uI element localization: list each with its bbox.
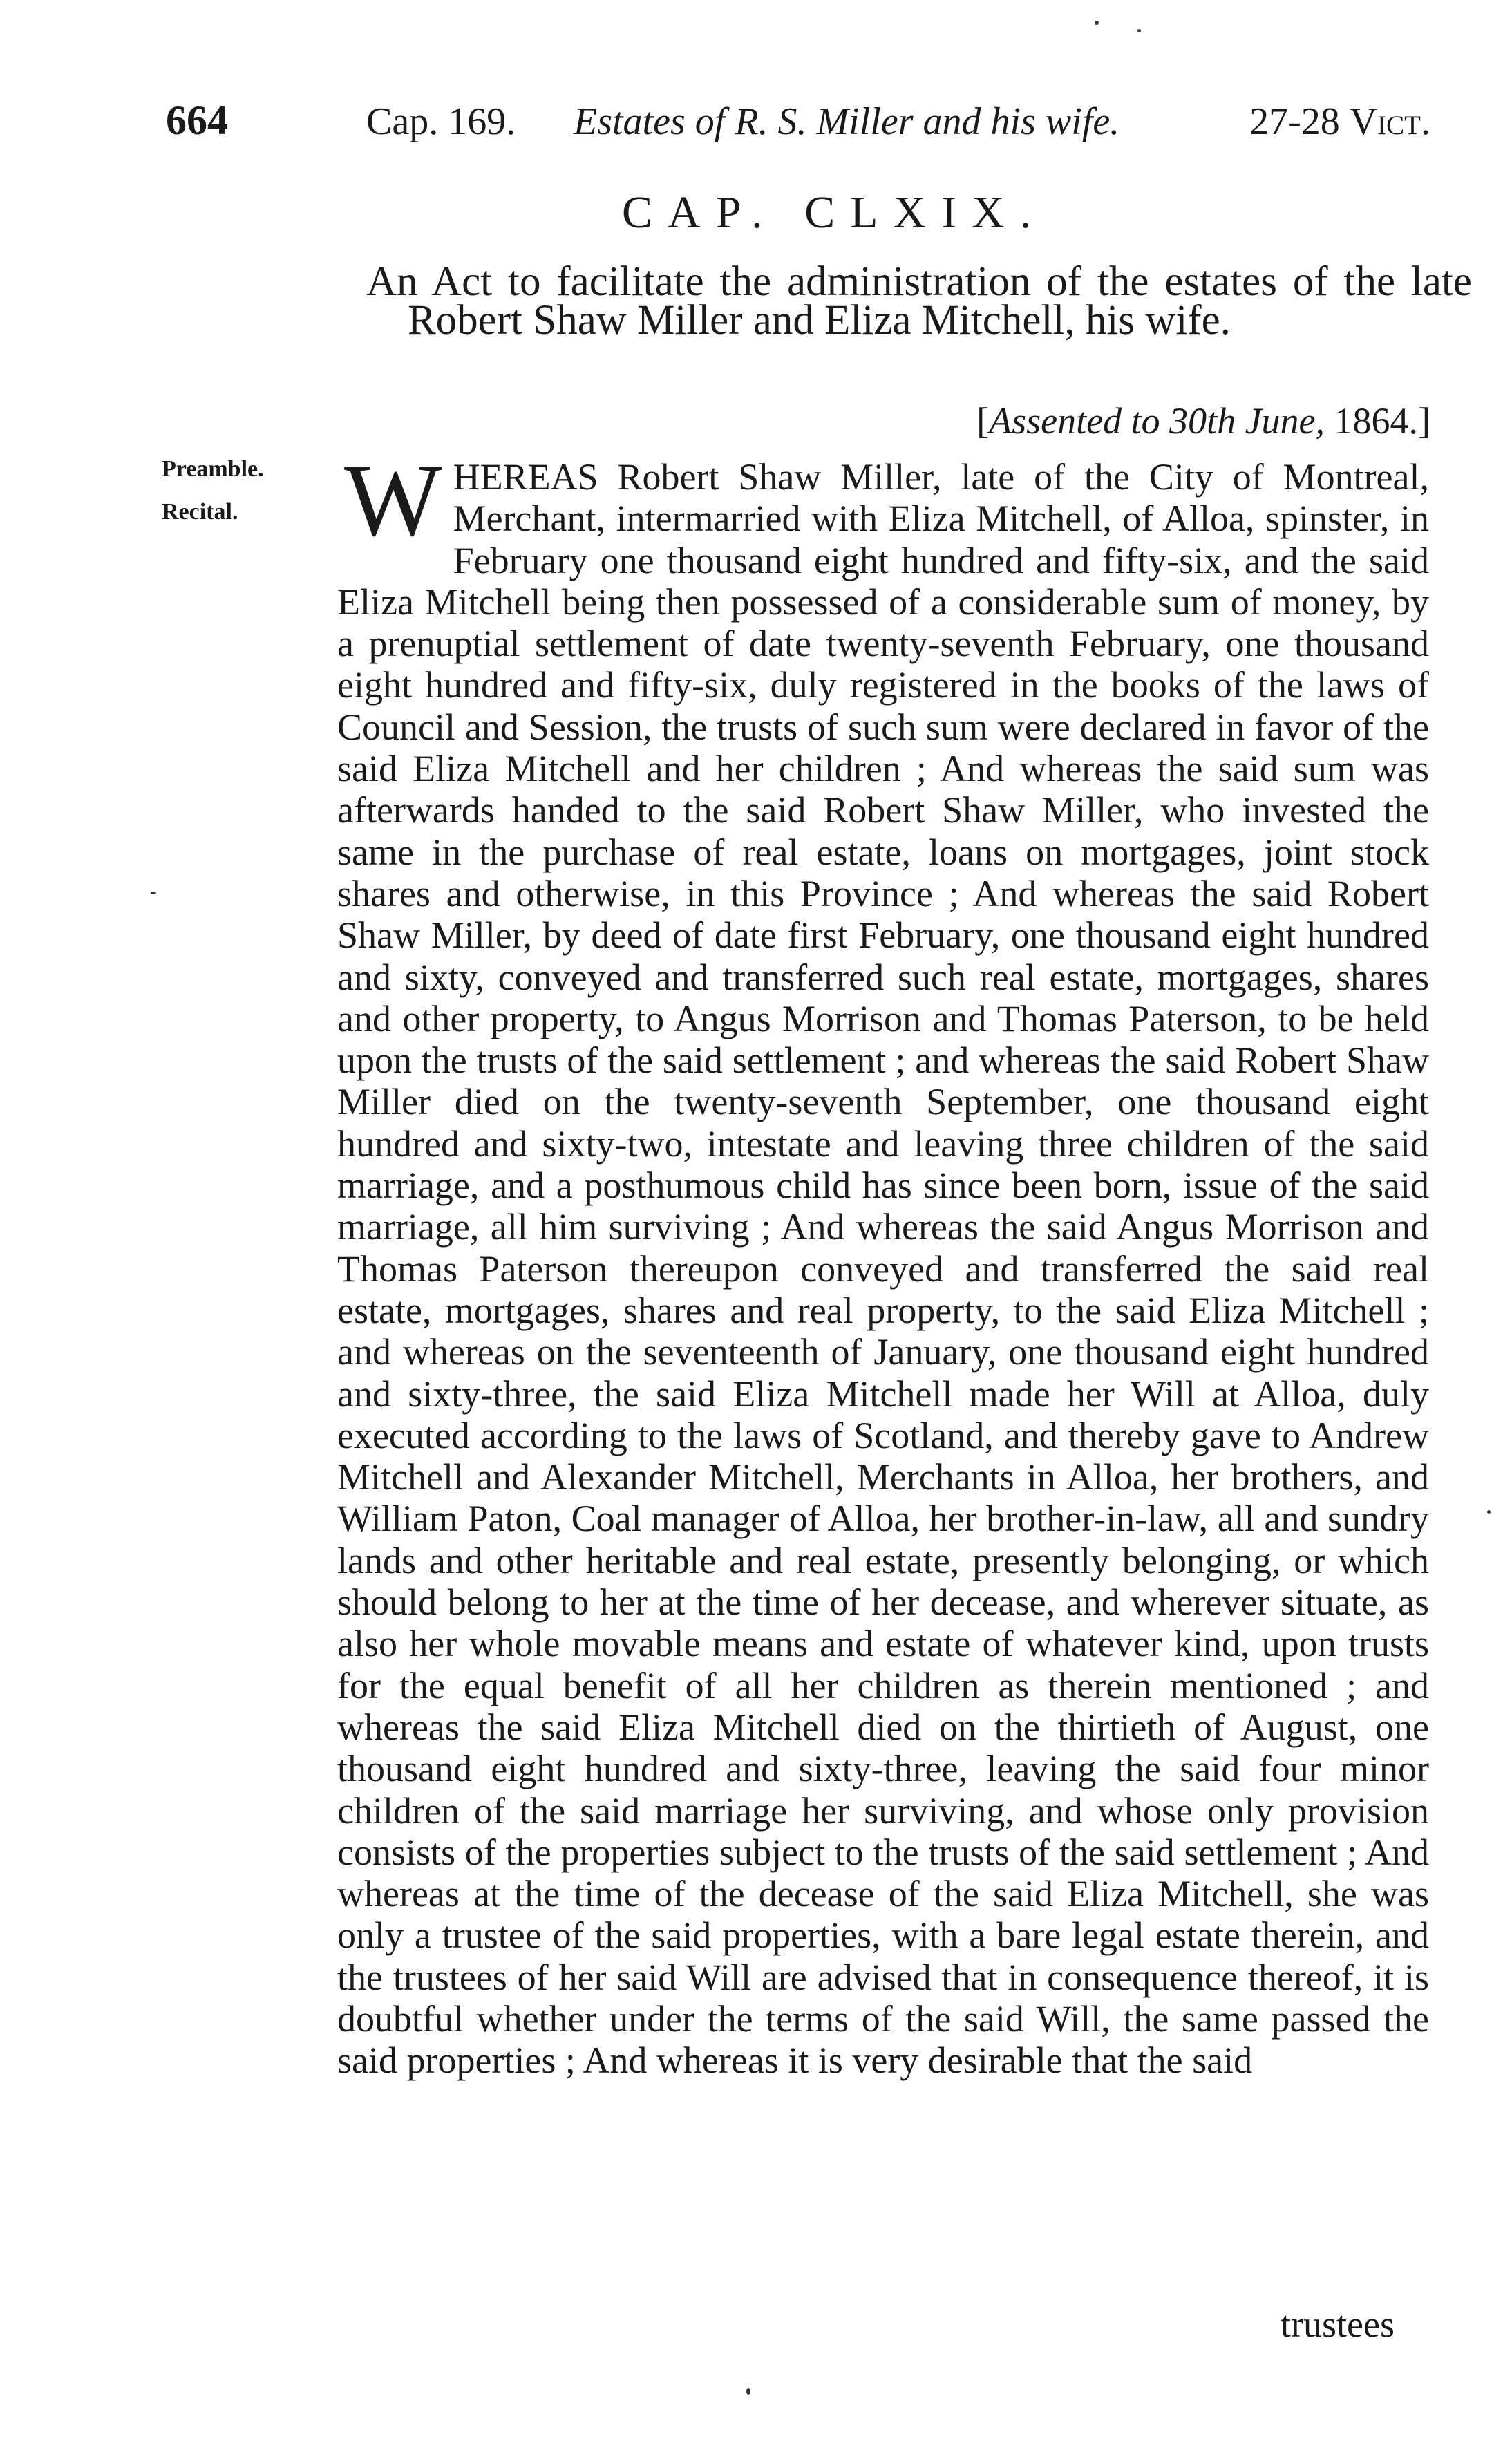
scan-speck (1137, 29, 1141, 32)
page-number: 664 (166, 97, 228, 143)
scan-speck (1487, 1510, 1491, 1514)
catchword: trustees (1281, 2304, 1395, 2345)
preamble-body (337, 443, 1429, 2082)
regnal-year (1249, 100, 1430, 144)
running-header (166, 97, 1430, 152)
scan-speck (746, 2388, 750, 2395)
regnal-year-number: 27-28 (1249, 100, 1340, 143)
chapter-heading: CAP. CLXIX. (622, 187, 1047, 238)
drop-cap: W (344, 443, 442, 558)
assent-italic: Assented to 30th June, (989, 400, 1325, 442)
margin-note-recital: Recital. (162, 499, 238, 525)
running-title: Estates of R. S. Miller and his wife. (574, 100, 1120, 143)
preamble-text: HEREAS Robert Shaw Miller, late of the City of Montreal, Merchant, intermarried with Eliza Mitchell, of Alloa, spinster, in February one thousand eight hundred and fifty-six, and the said Eliza Mitchell being then possessed of a considerable sum of money, by a prenuptial settlement of date twenty-seventh February, one thousand eight hundred and fifty-six, duly registered in the books of the laws of Council and Session, the trusts of such sum were declared in favor of the said Eliza Mitchell and her children ; And whereas the said sum was afterwards handed to the said Robert Shaw Miller, who invested the same in the purchase of real estate, loans on mortgages, joint stock shares and otherwise, in this Province ; And whereas the said Robert Shaw Miller, by deed of date first February, one thousand eight hundred and sixty, conveyed and transferred such real estate, mortgages, shares and other property, to Angus Morrison and Thomas Paterson, to be held upon the trusts of the said settlement ; and whereas the said Robert Shaw Miller died on the twenty-seventh September, one thousand eight hundred and sixty-two, intestate and leaving three children of the said marriage, and a posthumous child has since been born, issue of the said marriage, all him surviving ; And whereas the said Angus Morrison and Thomas Paterson thereupon conveyed and transferred the said real estate, mortgages, shares and real property, to the said Eliza Mitchell ; and whereas on the seventeenth of January, one thousand eight hundred and sixty-three, the said Eliza Mitchell made her Will at Alloa, duly executed according to the laws of Scotland, and thereby gave to Andrew Mitchell and Alexander Mitchell, Merchants in Alloa, her brothers, and William Paton, Coal manager of Alloa, her brother-in-law, all and sundry lands and other heritable and real estate, presently belonging, or which should belong to her at the time of her decease, and wherever situate, as also her whole movable means and estate of whatever kind, upon trusts for the equal benefit of all her children as therein mentioned ; and whereas the said Eliza Mitchell died on the thirtieth of August, one thousand eight hundred and sixty-three, leaving the said four minor children of the said marriage her surviving, and whose only provision consists of the properties subject to the trusts of the said settlement ; And whereas at the time of the decease of the said Eliza Mitchell, she was only a trustee of the said properties, with a bare legal estate therein, and the trustees of her said Will are advised that in consequence thereof, it is doubtful whether under the terms of the said Will, the same passed the said properties ; And whereas it is very desirable that the said (337, 456, 1429, 2082)
scan-speck (1095, 21, 1099, 25)
regnal-year-suffix: Vict. (1349, 100, 1430, 143)
assent-line (976, 399, 1430, 442)
act-title: An Act to facilitate the administration of the estates of the late Robert Shaw Miller and Eliza Mitchell, his wife. (366, 258, 1472, 343)
assent-bracket: [ (976, 400, 990, 442)
chapter-reference: Cap. 169. (366, 100, 516, 143)
scan-speck (151, 892, 156, 894)
assent-year: 1864.] (1334, 400, 1430, 442)
margin-note-preamble: Preamble. (162, 456, 264, 482)
